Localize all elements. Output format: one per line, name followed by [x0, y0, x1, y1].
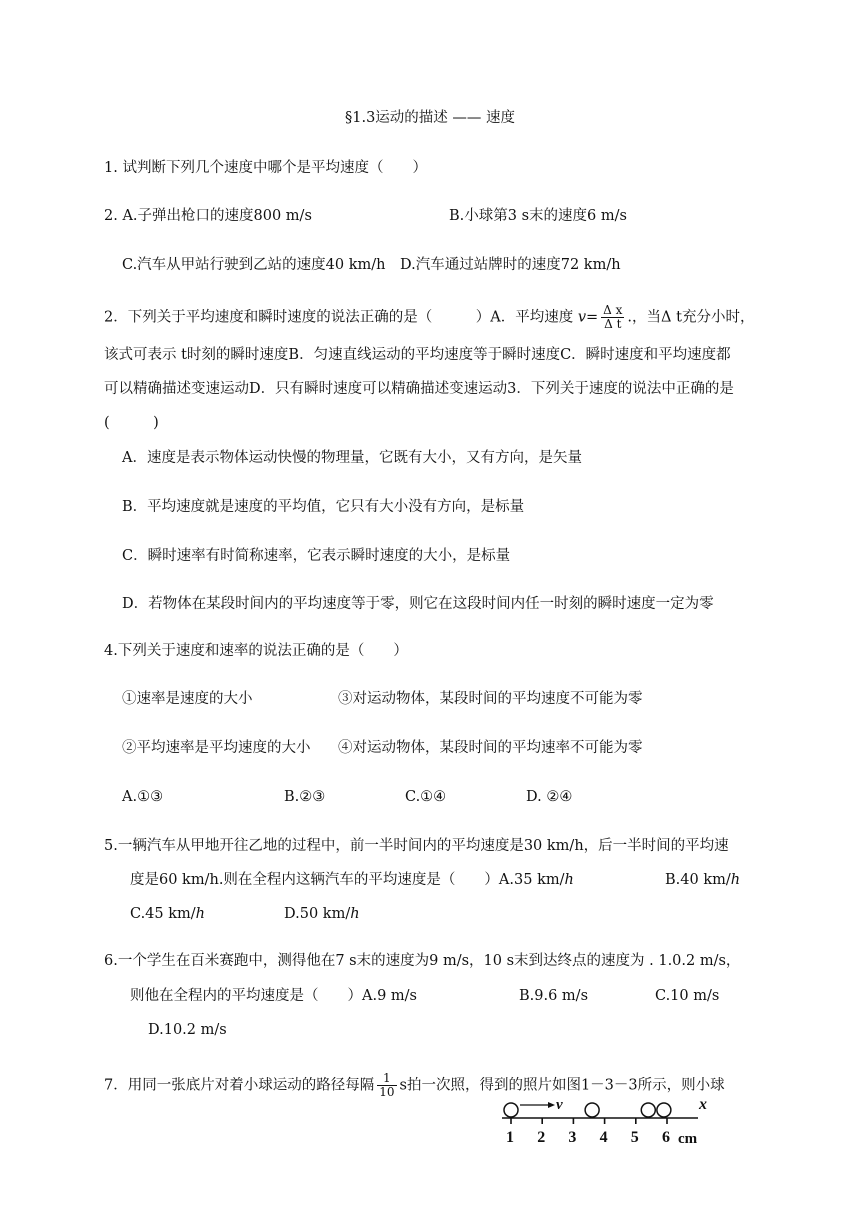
q5-option-b-h: h [730, 872, 741, 888]
q4-option-b: B.②③ [284, 789, 326, 805]
q4-option-d: D. ②④ [526, 789, 573, 805]
q4-statement-1: ①速率是速度的大小 [122, 691, 253, 707]
q4-option-a: A.①③ [122, 789, 164, 805]
x-axis-label: x [699, 1096, 707, 1113]
q2-fraction [601, 304, 624, 331]
q7-frac-den: 10 [379, 1085, 395, 1099]
q7-frac-num: 1 [377, 1072, 396, 1086]
q5-option-c: C.45 km/ [130, 906, 196, 922]
axis-tick-label: 4 [599, 1129, 608, 1146]
q4-statement-2: ②平均速率是平均速度的大小 [122, 740, 311, 756]
q2-line-1-end: .，当Δ t充分小时， [627, 309, 755, 326]
q2-v-symbol: v [577, 309, 587, 326]
q1-option-a: 2. A.子弹出枪口的速度800 m/s [104, 208, 312, 224]
ball-marker [585, 1103, 599, 1117]
q5-option-b: B.40 km/ [665, 872, 731, 888]
velocity-arrow-head [548, 1102, 555, 1108]
q3-option-c: C．瞬时速率有时简称速率，它表示瞬时速度的大小，是标量 [122, 548, 511, 564]
q7-stem-start: 7．用同一张底片对着小球运动的路径每隔 [104, 1077, 375, 1094]
q2-frac-num: Δ x [603, 303, 623, 317]
page-title: §1.3运动的描述 —— 速度 [344, 110, 516, 126]
axis-tick-label: 3 [568, 1129, 577, 1146]
q5-option-b-wrap [665, 870, 740, 890]
axis-tick-label: 2 [537, 1129, 546, 1146]
q4-statement-4: ④对运动物体，某段时间的平均速率不可能为零 [338, 740, 643, 756]
q5-option-a-h: h [564, 872, 574, 888]
q6-option-b: B.9.6 m/s [519, 988, 589, 1004]
q6-line-1: 6.一个学生在百米赛跑中，测得他在7 s末的速度为9 m/s，10 s末到达终点的速度为 . 1.0.2 m/s， [104, 953, 741, 969]
q2-frac-den: Δ t [604, 317, 622, 331]
axis-tick-label: 5 [630, 1129, 639, 1146]
ball-marker [657, 1103, 671, 1117]
q1-option-b: B.小球第3 s末的速度6 m/s [449, 208, 627, 224]
ball-marker [641, 1103, 655, 1117]
q2-line-1-start: 2．下列关于平均速度和瞬时速度的说法正确的是（ ）A．平均速度 [104, 309, 574, 326]
q5-option-d-h: h [350, 906, 360, 922]
q6-option-d: D.10.2 m/s [148, 1022, 227, 1038]
q2-line-4: ( ) [104, 415, 159, 431]
q3-option-b: B．平均速度就是速度的平均值，它只有大小没有方向，是标量 [122, 499, 525, 515]
axis-ticks [506, 1118, 670, 1146]
q5-line-2 [130, 870, 574, 890]
q1-stem: 1. 试判断下列几个速度中哪个是平均速度（ ） [104, 160, 427, 176]
q7-fraction [377, 1072, 396, 1099]
axis-tick-label: 1 [506, 1129, 514, 1146]
q5-line-1: 5.一辆汽车从甲地开往乙地的过程中，前一半时间内的平均速度是30 km/h，后一半时间的平均速 [104, 838, 729, 854]
q5-option-d-wrap [284, 904, 360, 924]
q6-option-a: 则他在全程内的平均速度是（ ）A.9 m/s [130, 988, 417, 1004]
q2-line-2: 该式可表示 t时刻的瞬时速度B．匀速直线运动的平均速度等于瞬时速度C．瞬时速度和平均速度都 [104, 347, 731, 363]
q5-option-a: 度是60 km/h.则在全程内这辆汽车的平均速度是（ ）A.35 km/ [130, 872, 565, 888]
q1-option-cd: C.汽车从甲站行驶到乙站的速度40 km/h D.汽车通过站牌时的速度72 km/h [122, 257, 621, 273]
q5-option-d: D.50 km/ [284, 906, 351, 922]
q3-option-d: D．若物体在某段时间内的平均速度等于零，则它在这段时间内任一时刻的瞬时速度一定为零 [122, 596, 714, 612]
q6-option-c: C.10 m/s [655, 988, 720, 1004]
ball-marker [504, 1103, 518, 1117]
q2-line-1: 2．下列关于平均速度和瞬时速度的说法正确的是（ ）A．平均速度 v= $\frac{\text{Δ x}}{\text{Δ t}}$ .，当Δ t充分小时， [104, 303, 755, 331]
velocity-label: v [556, 1097, 563, 1113]
unit-label: cm [678, 1131, 698, 1147]
ball-motion-figure [498, 1074, 718, 1148]
q5-option-c-h: h [195, 906, 206, 922]
axis-tick-label: 6 [662, 1129, 670, 1146]
q2-line-3: 可以精确描述变速运动D．只有瞬时速度可以精确描述变速运动3．下列关于速度的说法中正确的是 [104, 381, 734, 397]
q4-option-c: C.①④ [405, 789, 447, 805]
q5-option-c-wrap [130, 904, 205, 924]
q4-stem: 4.下列关于速度和速率的说法正确的是（ ） [104, 643, 408, 659]
q3-option-a: A．速度是表示物体运动快慢的物理量，它既有大小，又有方向，是矢量 [122, 450, 582, 466]
q7-stem-end: s拍一次照，得到的照片如图1－3－3所示，则小球 [399, 1077, 725, 1094]
q4-statement-3: ③对运动物体，某段时间的平均速度不可能为零 [338, 691, 643, 707]
